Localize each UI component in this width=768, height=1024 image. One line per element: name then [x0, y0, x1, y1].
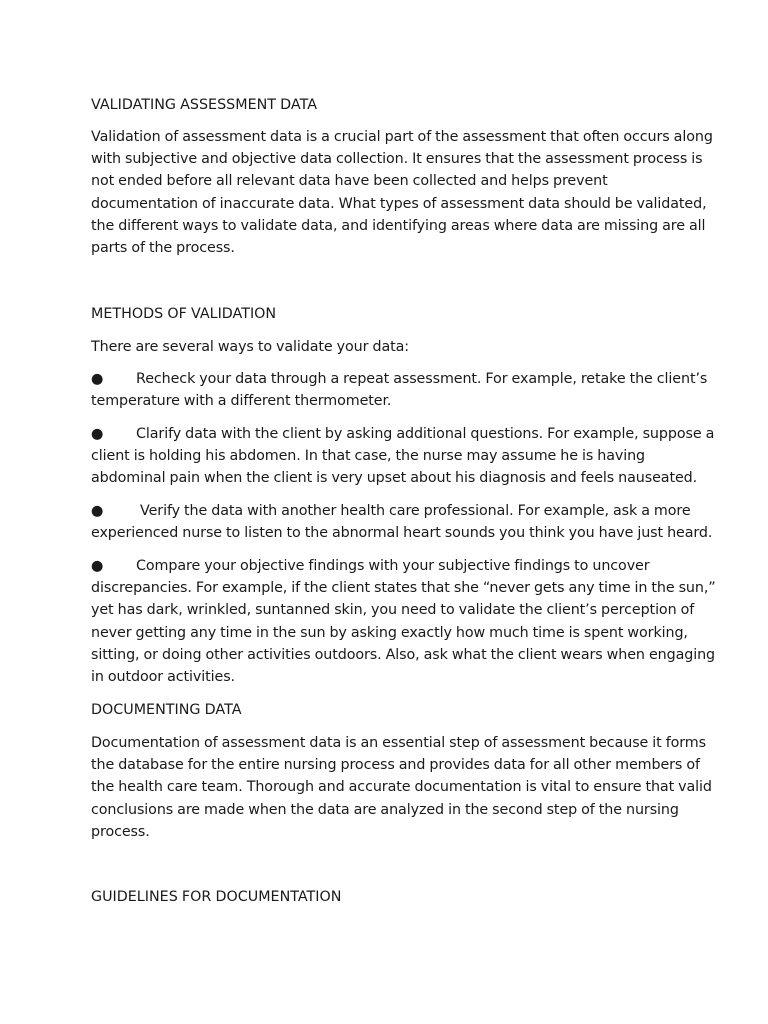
bullet-icon: ●	[91, 371, 104, 387]
paragraph-line: with subjective and objective data collection. It ensures that the assessment process is	[91, 151, 703, 168]
paragraph-line: the different ways to validate data, and identifying areas where data are missing are all	[91, 217, 706, 234]
bullet-text: Compare your objective findings with your subjective findings to uncover	[136, 558, 650, 574]
section-heading-guidelines: GUIDELINES FOR DOCUMENTATION	[91, 889, 342, 905]
paragraph-line: not ended before all relevant data have been collected and helps prevent	[91, 173, 608, 190]
paragraph-line: Validation of assessment data is a crucial part of the assessment that often occurs along	[91, 129, 713, 145]
paragraph-line: parts of the process.	[91, 240, 235, 257]
bullet-text: Recheck your data through a repeat assessment. For example, retake the client’s	[136, 371, 708, 387]
bullet-icon: ●	[91, 426, 104, 442]
paragraph-line: conclusions are made when the data are analyzed in the second step of the nursing	[91, 801, 679, 818]
methods-intro: There are several ways to validate your data:	[91, 339, 409, 355]
bullet-text: in outdoor activities.	[91, 669, 235, 686]
bullet-item-clarify	[91, 423, 715, 490]
bullet-text: Clarify data with the client by asking additional questions. For example, suppose a	[136, 426, 715, 442]
paragraph-line: process.	[91, 823, 150, 840]
bullet-text: client is holding his abdomen. In that case, the nurse may assume he is having	[91, 448, 646, 465]
paragraph-line: documentation of inaccurate data. What types of assessment data should be validated,	[91, 195, 707, 212]
bullet-text: discrepancies. For example, if the client states that she “never gets any time in the sun,”	[91, 580, 716, 597]
section-heading-validating: VALIDATING ASSESSMENT DATA	[91, 97, 318, 113]
paragraph-line: Documentation of assessment data is an essential step of assessment because it forms	[91, 735, 706, 751]
bullet-item-compare	[91, 555, 716, 688]
bullet-icon: ●	[91, 503, 104, 519]
section-heading-methods: METHODS OF VALIDATION	[91, 306, 277, 322]
paragraph-validation	[91, 126, 713, 259]
bullet-text: Verify the data with another health care professional. For example, ask a more	[136, 503, 691, 519]
bullet-icon: ●	[91, 558, 104, 574]
bullet-item-verify	[91, 500, 713, 544]
paragraph-line: the database for the entire nursing process and provides data for all other members of	[91, 757, 700, 774]
bullet-text: never getting any time in the sun by asking exactly how much time is spent working,	[91, 624, 688, 641]
bullet-item-recheck	[91, 368, 708, 412]
bullet-text: experienced nurse to listen to the abnormal heart sounds you think you have just heard.	[91, 525, 713, 542]
section-heading-documenting: DOCUMENTING DATA	[91, 702, 242, 718]
bullet-text: sitting, or doing other activities outdoors. Also, ask what the client wears when engaging	[91, 646, 716, 663]
bullet-text: yet has dark, wrinkled, suntanned skin, you need to validate the client’s perception of	[91, 602, 695, 619]
bullet-text: abdominal pain when the client is very upset about his diagnosis and feels nauseated.	[91, 470, 698, 487]
bullet-text: temperature with a different thermometer.	[91, 393, 392, 410]
paragraph-line: the health care team. Thorough and accurate documentation is vital to ensure that valid	[91, 779, 712, 796]
paragraph-documenting	[91, 732, 712, 843]
